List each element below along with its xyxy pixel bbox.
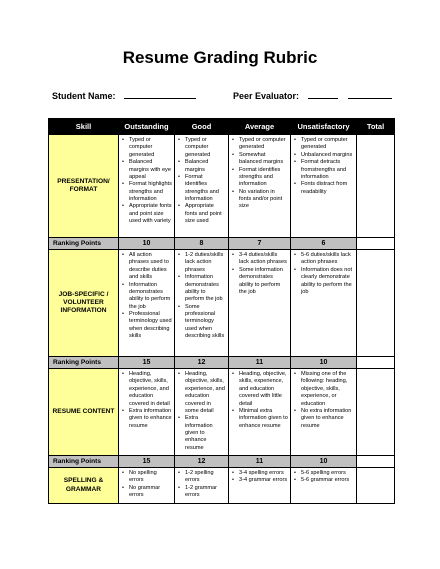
ranking-row — [49, 238, 395, 250]
criterion: • Typed or computer generated — [185, 137, 226, 159]
cell-good — [175, 468, 229, 504]
header-total: Total — [357, 119, 395, 135]
criterion: • 1-2 spelling errors — [185, 470, 226, 485]
cell-average — [229, 250, 291, 357]
ranking-row — [49, 456, 395, 468]
rubric-table — [48, 118, 395, 504]
criterion: • Extra information given to enhance resume — [129, 408, 172, 430]
criterion: • 3-4 grammar errors — [239, 477, 288, 484]
cell-unsatisfactory — [291, 135, 357, 238]
criterion: • 3-4 duties/skills lack action phrases — [239, 252, 288, 267]
criterion: • No grammar errors — [129, 485, 172, 500]
cell-outstanding — [119, 250, 175, 357]
peer-evaluator-label: Peer Evaluator: — [233, 91, 300, 101]
total-cell[interactable] — [357, 456, 395, 468]
criteria-row — [49, 250, 395, 357]
criterion: • Appropriate fonts and point size used — [185, 203, 226, 225]
ranking-points: 6 — [291, 238, 357, 250]
ranking-points: 8 — [175, 238, 229, 250]
criterion: • 3-4 spelling errors — [239, 470, 288, 477]
ranking-points: 15 — [119, 357, 175, 369]
criterion: • 5-6 duties/skills lack action phrases — [301, 252, 354, 267]
peer-evaluator-line-2[interactable] — [348, 90, 392, 99]
cell-good — [175, 135, 229, 238]
peer-evaluator-field[interactable] — [233, 90, 392, 101]
ranking-row — [49, 357, 395, 369]
criterion: • Heading, objective, skills, experience, and education covered with little detail — [239, 371, 288, 408]
total-cell[interactable] — [357, 468, 395, 504]
total-cell[interactable] — [357, 369, 395, 456]
criterion: • Format highlights strengths and information — [129, 181, 172, 203]
total-cell[interactable] — [357, 250, 395, 357]
ranking-points: 11 — [229, 456, 291, 468]
cell-unsatisfactory — [291, 250, 357, 357]
total-cell[interactable] — [357, 238, 395, 250]
criterion: • All action phrases used to describe duties and skills — [129, 252, 172, 282]
total-cell[interactable] — [357, 357, 395, 369]
criteria-row — [49, 369, 395, 456]
cell-average — [229, 135, 291, 238]
ranking-label: Ranking Points — [49, 238, 119, 250]
criterion: • Balanced margins with eye appeal — [129, 159, 172, 181]
ranking-points: 12 — [175, 456, 229, 468]
header-average: Average — [229, 119, 291, 135]
criterion: • Minimal extra information given to enhance resume — [239, 408, 288, 430]
ranking-points: 10 — [291, 456, 357, 468]
criterion: • Professional terminology used when describing skills — [129, 311, 172, 341]
total-cell[interactable] — [357, 135, 395, 238]
header-good: Good — [175, 119, 229, 135]
criterion: • Unbalanced margins — [301, 152, 354, 159]
criterion: • No variation in fonts and/or point size — [239, 189, 288, 211]
criterion: • 5-6 grammar errors — [301, 477, 354, 484]
criterion: • Format identifies strengths and information — [185, 174, 226, 204]
header-skill: Skill — [49, 119, 119, 135]
cell-average — [229, 369, 291, 456]
criterion: • Heading, objective, skills, experience, and education covered in some detail — [185, 371, 226, 415]
skill-job-specific: JOB-SPECIFIC / VOLUNTEER INFORMATION — [49, 250, 119, 357]
header-row — [49, 119, 395, 135]
criteria-row — [49, 468, 395, 504]
cell-outstanding — [119, 468, 175, 504]
criterion: • Balanced margins — [185, 159, 226, 174]
student-name-label: Student Name: — [52, 91, 116, 101]
header-unsatisfactory: Unsatisfactory — [291, 119, 357, 135]
skill-presentation-format: PRESENTATION/ FORMAT — [49, 135, 119, 238]
ranking-label: Ranking Points — [49, 357, 119, 369]
skill-resume-content: RESUME CONTENT — [49, 369, 119, 456]
criterion: • 1-2 duties/skills lack action phrases — [185, 252, 226, 274]
cell-outstanding — [119, 369, 175, 456]
student-name-line[interactable] — [124, 90, 196, 99]
criterion: • No extra information given to enhance resume — [301, 408, 354, 430]
cell-good — [175, 369, 229, 456]
ranking-points: 10 — [119, 238, 175, 250]
criterion: • Heading, objective, skills, experience, and education covered in detail — [129, 371, 172, 408]
criterion: • Format identifies strengths and information — [239, 167, 288, 189]
cell-outstanding — [119, 135, 175, 238]
ranking-label: Ranking Points — [49, 456, 119, 468]
criterion: • Somewhat balanced margins — [239, 152, 288, 167]
cell-unsatisfactory — [291, 369, 357, 456]
ranking-points: 12 — [175, 357, 229, 369]
ranking-points: 11 — [229, 357, 291, 369]
criterion: • Typed or computer generated — [129, 137, 172, 159]
criterion: • Some professional terminology used when describing skills — [185, 304, 226, 341]
criterion: • Missing one of the following: heading, objective, skills, experience, or education — [301, 371, 354, 408]
cell-average — [229, 468, 291, 504]
criterion: • 1-2 grammar errors — [185, 485, 226, 500]
header-outstanding: Outstanding — [119, 119, 175, 135]
criterion: • 5-6 spelling errors — [301, 470, 354, 477]
peer-evaluator-line-1[interactable] — [308, 90, 338, 99]
criterion: • Format detracts fromstrengths and information — [301, 159, 354, 181]
criterion: • Information demonstrates ability to perform the job — [129, 282, 172, 312]
criteria-row — [49, 135, 395, 238]
criterion: • Some information demonstrates ability to perform the job — [239, 267, 288, 297]
ranking-points: 7 — [229, 238, 291, 250]
skill-spelling-grammar: SPELLING & GRAMMAR — [49, 468, 119, 504]
student-name-field[interactable] — [52, 90, 196, 101]
criterion: • Fonts distract from readability — [301, 181, 354, 196]
cell-good — [175, 250, 229, 357]
criterion: • No spelling errors — [129, 470, 172, 485]
criterion: • Typed or computer generated — [301, 137, 354, 152]
page-title: Resume Grading Rubric — [122, 48, 318, 67]
ranking-points: 15 — [119, 456, 175, 468]
criterion: • Appropriate fonts and point size used with variety — [129, 203, 172, 225]
ranking-points: 10 — [291, 357, 357, 369]
criterion: • Information demonstrates ability to perform the job — [185, 274, 226, 304]
criterion: • Typed or computer generated — [239, 137, 288, 152]
criterion: • Information does not clearly demonstrate ability to perform the job — [301, 267, 354, 297]
cell-unsatisfactory — [291, 468, 357, 504]
criterion: • Extra information given to enhance resume — [185, 415, 226, 452]
